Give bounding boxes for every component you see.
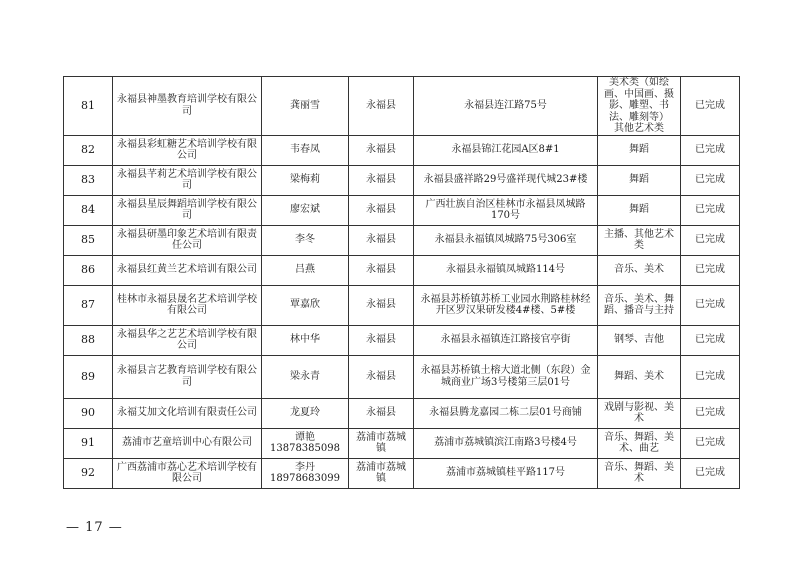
status-cell: 已完成 xyxy=(681,285,740,325)
area-cell: 荔浦市荔城镇 xyxy=(349,428,414,458)
row-number-cell: 83 xyxy=(64,165,113,195)
row-number-cell: 89 xyxy=(64,355,113,398)
table-row xyxy=(64,355,740,398)
area-cell: 永福县 xyxy=(349,195,414,225)
address-cell: 荔浦市荔城镇桂平路117号 xyxy=(414,458,598,488)
contact-person-cell: 林中华 xyxy=(262,325,349,355)
status-cell: 已完成 xyxy=(681,77,740,136)
category-cell: 音乐、美术 xyxy=(598,255,681,285)
status-cell: 已完成 xyxy=(681,225,740,255)
institution-name-cell: 永福县彩虹糖艺术培训学校有限公司 xyxy=(113,135,262,165)
address-cell: 永福县苏桥镇苏桥工业园水荆路桂林经开区罗汉果研发楼4#楼、5#楼 xyxy=(414,285,598,325)
area-cell: 永福县 xyxy=(349,285,414,325)
row-number-cell: 87 xyxy=(64,285,113,325)
table-row xyxy=(64,195,740,225)
contact-person-cell: 龚丽雪 xyxy=(262,77,349,136)
row-number-cell: 90 xyxy=(64,398,113,428)
institution-table xyxy=(63,76,740,489)
category-cell: 舞蹈、美术 xyxy=(598,355,681,398)
status-cell: 已完成 xyxy=(681,458,740,488)
row-number-cell: 85 xyxy=(64,225,113,255)
table-row xyxy=(64,77,740,136)
address-cell: 永福县腾龙嘉园二栋二层01号商铺 xyxy=(414,398,598,428)
category-cell: 主播、其他艺术类 xyxy=(598,225,681,255)
row-number-cell: 91 xyxy=(64,428,113,458)
contact-person-cell: 廖宏斌 xyxy=(262,195,349,225)
institution-name-cell: 桂林市永福县晟名艺术培训学校有限公司 xyxy=(113,285,262,325)
institution-name-cell: 广西荔浦市荔心艺术培训学校有限公司 xyxy=(113,458,262,488)
table-row xyxy=(64,325,740,355)
status-cell: 已完成 xyxy=(681,255,740,285)
status-cell: 已完成 xyxy=(681,325,740,355)
contact-person-cell: 龙夏玲 xyxy=(262,398,349,428)
address-cell: 永福县永福镇连江路接官亭街 xyxy=(414,325,598,355)
status-cell: 已完成 xyxy=(681,355,740,398)
category-cell: 音乐、美术、舞蹈、播音与主持 xyxy=(598,285,681,325)
institution-name-cell: 永福县华之艺艺术培训学校有限公司 xyxy=(113,325,262,355)
institution-name-cell: 永福县红黄兰艺术培训有限公司 xyxy=(113,255,262,285)
table-row xyxy=(64,428,740,458)
category-cell: 舞蹈 xyxy=(598,135,681,165)
table-row xyxy=(64,285,740,325)
institution-name-cell: 永福县神墨教育培训学校有限公司 xyxy=(113,77,262,136)
status-cell: 已完成 xyxy=(681,135,740,165)
institution-name-cell: 永福县芊莉艺术培训学校有限公司 xyxy=(113,165,262,195)
category-cell: 音乐、舞蹈、美术 xyxy=(598,458,681,488)
status-cell: 已完成 xyxy=(681,195,740,225)
address-cell: 广西壮族自治区桂林市永福县凤城路170号 xyxy=(414,195,598,225)
contact-person-cell: 梁永青 xyxy=(262,355,349,398)
address-cell: 永福县苏桥镇土榕大道北侧（东段）金城商业广场3号楼第三层01号 xyxy=(414,355,598,398)
contact-person-cell: 覃嘉欣 xyxy=(262,285,349,325)
institution-name-cell: 永福县星辰舞蹈培训学校有限公司 xyxy=(113,195,262,225)
status-cell: 已完成 xyxy=(681,165,740,195)
area-cell: 永福县 xyxy=(349,135,414,165)
page-number: — 17 — xyxy=(66,520,123,535)
address-cell: 永福县永福镇凤城路75号306室 xyxy=(414,225,598,255)
table-row xyxy=(64,255,740,285)
table-row xyxy=(64,135,740,165)
area-cell: 永福县 xyxy=(349,225,414,255)
contact-person-cell: 李丹 18978683099 xyxy=(262,458,349,488)
row-number-cell: 88 xyxy=(64,325,113,355)
row-number-cell: 82 xyxy=(64,135,113,165)
category-cell: 音乐、舞蹈、美术、曲艺 xyxy=(598,428,681,458)
category-cell: 钢琴、吉他 xyxy=(598,325,681,355)
row-number-cell: 84 xyxy=(64,195,113,225)
category-cell: 美术类（如绘画、中国画、摄影、雕塑、书法、雕刻等） 其他艺术类 xyxy=(598,77,681,136)
category-cell: 舞蹈 xyxy=(598,165,681,195)
institution-name-cell: 永福艾加文化培训有限责任公司 xyxy=(113,398,262,428)
area-cell: 永福县 xyxy=(349,325,414,355)
table-row xyxy=(64,225,740,255)
address-cell: 永福县锦江花园A区8#1 xyxy=(414,135,598,165)
status-cell: 已完成 xyxy=(681,428,740,458)
address-cell: 荔浦市荔城镇滨江南路3号楼4号 xyxy=(414,428,598,458)
row-number-cell: 86 xyxy=(64,255,113,285)
table-row xyxy=(64,458,740,488)
category-cell: 戏剧与影视、美术 xyxy=(598,398,681,428)
address-cell: 永福县连江路75号 xyxy=(414,77,598,136)
status-cell: 已完成 xyxy=(681,398,740,428)
row-number-cell: 92 xyxy=(64,458,113,488)
institution-name-cell: 永福县研墨印象艺术培训有限责任公司 xyxy=(113,225,262,255)
area-cell: 永福县 xyxy=(349,255,414,285)
contact-person-cell: 梁梅莉 xyxy=(262,165,349,195)
area-cell: 永福县 xyxy=(349,355,414,398)
contact-person-cell: 韦春凤 xyxy=(262,135,349,165)
contact-person-cell: 吕燕 xyxy=(262,255,349,285)
area-cell: 永福县 xyxy=(349,398,414,428)
area-cell: 荔浦市荔城镇 xyxy=(349,458,414,488)
area-cell: 永福县 xyxy=(349,165,414,195)
row-number-cell: 81 xyxy=(64,77,113,136)
table-row xyxy=(64,165,740,195)
institution-name-cell: 荔浦市艺童培训中心有限公司 xyxy=(113,428,262,458)
table-row xyxy=(64,398,740,428)
area-cell: 永福县 xyxy=(349,77,414,136)
address-cell: 永福县盛祥路29号盛祥现代城23#楼 xyxy=(414,165,598,195)
address-cell: 永福县永福镇凤城路114号 xyxy=(414,255,598,285)
contact-person-cell: 谭艳 13878385098 xyxy=(262,428,349,458)
category-cell: 舞蹈 xyxy=(598,195,681,225)
institution-name-cell: 永福县言艺教育培训学校有限公司 xyxy=(113,355,262,398)
contact-person-cell: 李冬 xyxy=(262,225,349,255)
